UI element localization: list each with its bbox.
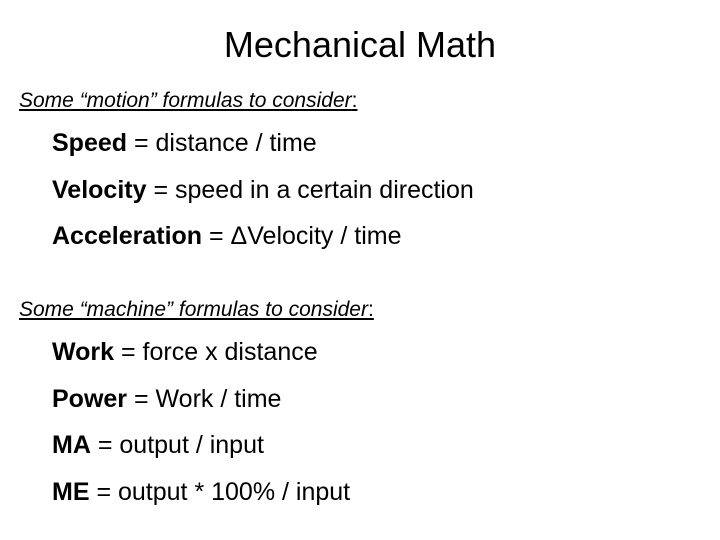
formula-power — [52, 376, 350, 423]
formula-mechanical-efficiency — [52, 469, 350, 516]
formula-definition: = output / input — [90, 431, 264, 459]
machine-heading-colon: : — [367, 298, 374, 321]
formula-term: Power — [52, 384, 128, 413]
formula-term: Speed — [52, 129, 128, 157]
formula-speed — [52, 120, 474, 167]
formula-definition: = force x distance — [114, 338, 318, 366]
motion-section-heading — [19, 88, 357, 114]
machine-formula-list — [52, 329, 350, 515]
machine-section-heading — [19, 297, 374, 323]
formula-term: MA — [52, 431, 91, 459]
formula-definition: = output * 100% / input — [89, 477, 351, 506]
motion-formula-list — [52, 120, 474, 260]
formula-acceleration — [52, 213, 474, 260]
formula-definition: = distance / time — [127, 129, 317, 157]
formula-definition: = speed in a certain direction — [146, 175, 474, 204]
formula-mechanical-advantage — [52, 422, 350, 469]
formula-term: Acceleration — [52, 222, 203, 250]
motion-heading-text: Some “motion” formulas to consider — [19, 89, 352, 112]
formula-term: ME — [52, 477, 90, 506]
formula-term: Work — [52, 338, 115, 366]
formula-term: Velocity — [52, 175, 147, 204]
formula-definition: = Work / time — [127, 384, 282, 413]
slide-title: Mechanical Math — [223, 24, 497, 65]
formula-velocity — [52, 167, 474, 214]
motion-heading-colon: : — [351, 89, 358, 112]
machine-heading-text: Some “machine” formulas to consider — [19, 298, 368, 321]
formula-work — [52, 329, 350, 376]
formula-definition: = ΔVelocity / time — [202, 222, 402, 250]
